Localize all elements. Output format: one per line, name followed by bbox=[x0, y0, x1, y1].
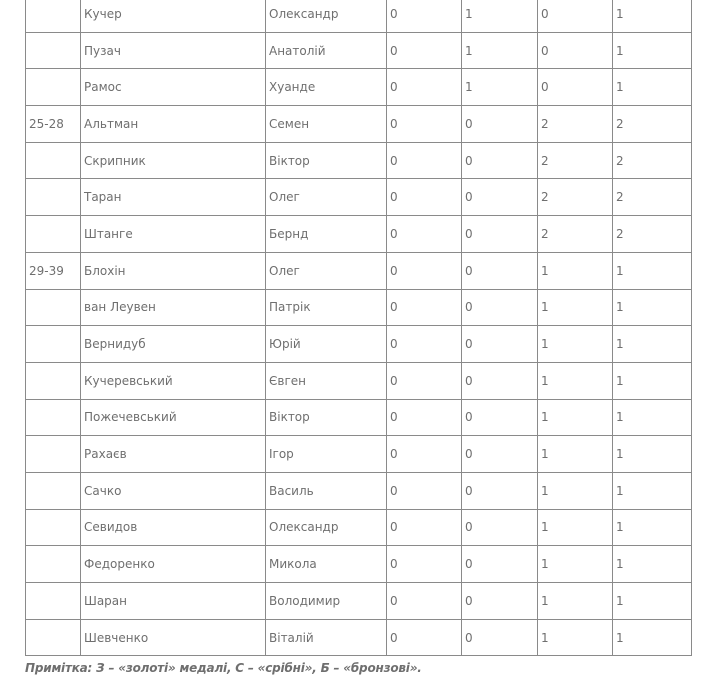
cell-total: 1 bbox=[613, 509, 692, 546]
cell-gold: 0 bbox=[387, 142, 462, 179]
cell-silver: 0 bbox=[462, 142, 538, 179]
cell-surname: Блохін bbox=[81, 252, 266, 289]
cell-place bbox=[26, 69, 81, 106]
cell-gold: 0 bbox=[387, 472, 462, 509]
cell-bronze: 0 bbox=[538, 69, 613, 106]
cell-bronze: 2 bbox=[538, 142, 613, 179]
cell-place bbox=[26, 399, 81, 436]
cell-bronze: 1 bbox=[538, 472, 613, 509]
cell-surname: Шевченко bbox=[81, 619, 266, 656]
cell-total: 2 bbox=[613, 106, 692, 143]
cell-silver: 0 bbox=[462, 179, 538, 216]
cell-place bbox=[26, 0, 81, 32]
cell-place bbox=[26, 362, 81, 399]
cell-name: Бернд bbox=[266, 216, 387, 253]
cell-silver: 0 bbox=[462, 399, 538, 436]
table-row bbox=[26, 509, 692, 546]
table-row bbox=[26, 472, 692, 509]
cell-silver: 0 bbox=[462, 472, 538, 509]
table-row bbox=[26, 252, 692, 289]
cell-place bbox=[26, 546, 81, 583]
cell-surname: Кучеревський bbox=[81, 362, 266, 399]
cell-silver: 0 bbox=[462, 509, 538, 546]
cell-bronze: 1 bbox=[538, 289, 613, 326]
cell-gold: 0 bbox=[387, 362, 462, 399]
cell-surname: Федоренко bbox=[81, 546, 266, 583]
cell-silver: 0 bbox=[462, 436, 538, 473]
cell-name: Віталій bbox=[266, 619, 387, 656]
cell-bronze: 1 bbox=[538, 436, 613, 473]
cell-total: 1 bbox=[613, 546, 692, 583]
cell-surname: Штанге bbox=[81, 216, 266, 253]
cell-surname: Рахаєв bbox=[81, 436, 266, 473]
cell-bronze: 0 bbox=[538, 0, 613, 32]
cell-total: 2 bbox=[613, 216, 692, 253]
cell-total: 1 bbox=[613, 289, 692, 326]
table-footnote: Примітка: З – «золоті» медалі, С – «срібні», Б – «бронзові». bbox=[25, 661, 422, 675]
cell-place: 29-39 bbox=[26, 252, 81, 289]
cell-total: 1 bbox=[613, 252, 692, 289]
cell-name: Микола bbox=[266, 546, 387, 583]
cell-name: Семен bbox=[266, 106, 387, 143]
cell-bronze: 2 bbox=[538, 179, 613, 216]
table-row bbox=[26, 399, 692, 436]
cell-bronze: 1 bbox=[538, 546, 613, 583]
cell-name: Ігор bbox=[266, 436, 387, 473]
table-row bbox=[26, 289, 692, 326]
cell-name: Володимир bbox=[266, 583, 387, 620]
cell-place bbox=[26, 583, 81, 620]
cell-name: Олександр bbox=[266, 0, 387, 32]
cell-total: 1 bbox=[613, 362, 692, 399]
medals-table bbox=[25, 0, 692, 656]
cell-name: Олег bbox=[266, 252, 387, 289]
cell-silver: 0 bbox=[462, 106, 538, 143]
cell-silver: 1 bbox=[462, 0, 538, 32]
cell-total: 2 bbox=[613, 142, 692, 179]
cell-gold: 0 bbox=[387, 619, 462, 656]
table-row bbox=[26, 436, 692, 473]
cell-surname: Таран bbox=[81, 179, 266, 216]
cell-gold: 0 bbox=[387, 399, 462, 436]
cell-place bbox=[26, 436, 81, 473]
cell-gold: 0 bbox=[387, 436, 462, 473]
cell-bronze: 2 bbox=[538, 106, 613, 143]
cell-bronze: 1 bbox=[538, 326, 613, 363]
table-row bbox=[26, 326, 692, 363]
cell-silver: 0 bbox=[462, 289, 538, 326]
cell-bronze: 1 bbox=[538, 583, 613, 620]
cell-gold: 0 bbox=[387, 252, 462, 289]
table-row bbox=[26, 619, 692, 656]
table-row bbox=[26, 0, 692, 32]
table-row bbox=[26, 106, 692, 143]
cell-name: Олександр bbox=[266, 509, 387, 546]
cell-surname: Скрипник bbox=[81, 142, 266, 179]
cell-surname: Пузач bbox=[81, 32, 266, 69]
table-row bbox=[26, 362, 692, 399]
cell-surname: ван Леувен bbox=[81, 289, 266, 326]
cell-gold: 0 bbox=[387, 583, 462, 620]
cell-gold: 0 bbox=[387, 216, 462, 253]
cell-place bbox=[26, 142, 81, 179]
cell-silver: 0 bbox=[462, 546, 538, 583]
cell-gold: 0 bbox=[387, 326, 462, 363]
cell-surname: Кучер bbox=[81, 0, 266, 32]
table-row bbox=[26, 216, 692, 253]
table-row bbox=[26, 546, 692, 583]
cell-name: Юрій bbox=[266, 326, 387, 363]
cell-bronze: 1 bbox=[538, 252, 613, 289]
cell-name: Патрік bbox=[266, 289, 387, 326]
cell-bronze: 1 bbox=[538, 509, 613, 546]
cell-silver: 0 bbox=[462, 326, 538, 363]
cell-name: Василь bbox=[266, 472, 387, 509]
cell-surname: Рамос bbox=[81, 69, 266, 106]
cell-name: Віктор bbox=[266, 399, 387, 436]
cell-total: 1 bbox=[613, 583, 692, 620]
table-row bbox=[26, 32, 692, 69]
cell-place bbox=[26, 216, 81, 253]
cell-total: 2 bbox=[613, 179, 692, 216]
cell-surname: Шаран bbox=[81, 583, 266, 620]
cell-name: Віктор bbox=[266, 142, 387, 179]
cell-bronze: 0 bbox=[538, 32, 613, 69]
cell-total: 1 bbox=[613, 0, 692, 32]
cell-place bbox=[26, 32, 81, 69]
cell-silver: 1 bbox=[462, 32, 538, 69]
cell-place bbox=[26, 472, 81, 509]
cell-gold: 0 bbox=[387, 0, 462, 32]
cell-name: Хуанде bbox=[266, 69, 387, 106]
cell-surname: Пожечевський bbox=[81, 399, 266, 436]
cell-total: 1 bbox=[613, 619, 692, 656]
cell-name: Євген bbox=[266, 362, 387, 399]
cell-name: Анатолій bbox=[266, 32, 387, 69]
cell-gold: 0 bbox=[387, 106, 462, 143]
cell-place bbox=[26, 619, 81, 656]
cell-place bbox=[26, 509, 81, 546]
cell-silver: 0 bbox=[462, 216, 538, 253]
cell-total: 1 bbox=[613, 436, 692, 473]
cell-gold: 0 bbox=[387, 179, 462, 216]
cell-surname: Вернидуб bbox=[81, 326, 266, 363]
cell-silver: 0 bbox=[462, 583, 538, 620]
table-row bbox=[26, 69, 692, 106]
cell-gold: 0 bbox=[387, 289, 462, 326]
cell-bronze: 2 bbox=[538, 216, 613, 253]
cell-place: 25-28 bbox=[26, 106, 81, 143]
cell-surname: Сачко bbox=[81, 472, 266, 509]
medals-table-body bbox=[26, 0, 692, 656]
cell-total: 1 bbox=[613, 399, 692, 436]
cell-gold: 0 bbox=[387, 546, 462, 583]
cell-surname: Альтман bbox=[81, 106, 266, 143]
cell-gold: 0 bbox=[387, 32, 462, 69]
cell-silver: 0 bbox=[462, 362, 538, 399]
cell-place bbox=[26, 179, 81, 216]
table-row bbox=[26, 583, 692, 620]
cell-place bbox=[26, 289, 81, 326]
cell-place bbox=[26, 326, 81, 363]
cell-silver: 0 bbox=[462, 252, 538, 289]
cell-total: 1 bbox=[613, 326, 692, 363]
table-row bbox=[26, 142, 692, 179]
cell-gold: 0 bbox=[387, 69, 462, 106]
cell-name: Олег bbox=[266, 179, 387, 216]
cell-surname: Севидов bbox=[81, 509, 266, 546]
cell-bronze: 1 bbox=[538, 362, 613, 399]
cell-total: 1 bbox=[613, 472, 692, 509]
cell-silver: 1 bbox=[462, 69, 538, 106]
table-row bbox=[26, 179, 692, 216]
cell-total: 1 bbox=[613, 32, 692, 69]
cell-bronze: 1 bbox=[538, 399, 613, 436]
cell-total: 1 bbox=[613, 69, 692, 106]
cell-gold: 0 bbox=[387, 509, 462, 546]
cell-silver: 0 bbox=[462, 619, 538, 656]
cell-bronze: 1 bbox=[538, 619, 613, 656]
